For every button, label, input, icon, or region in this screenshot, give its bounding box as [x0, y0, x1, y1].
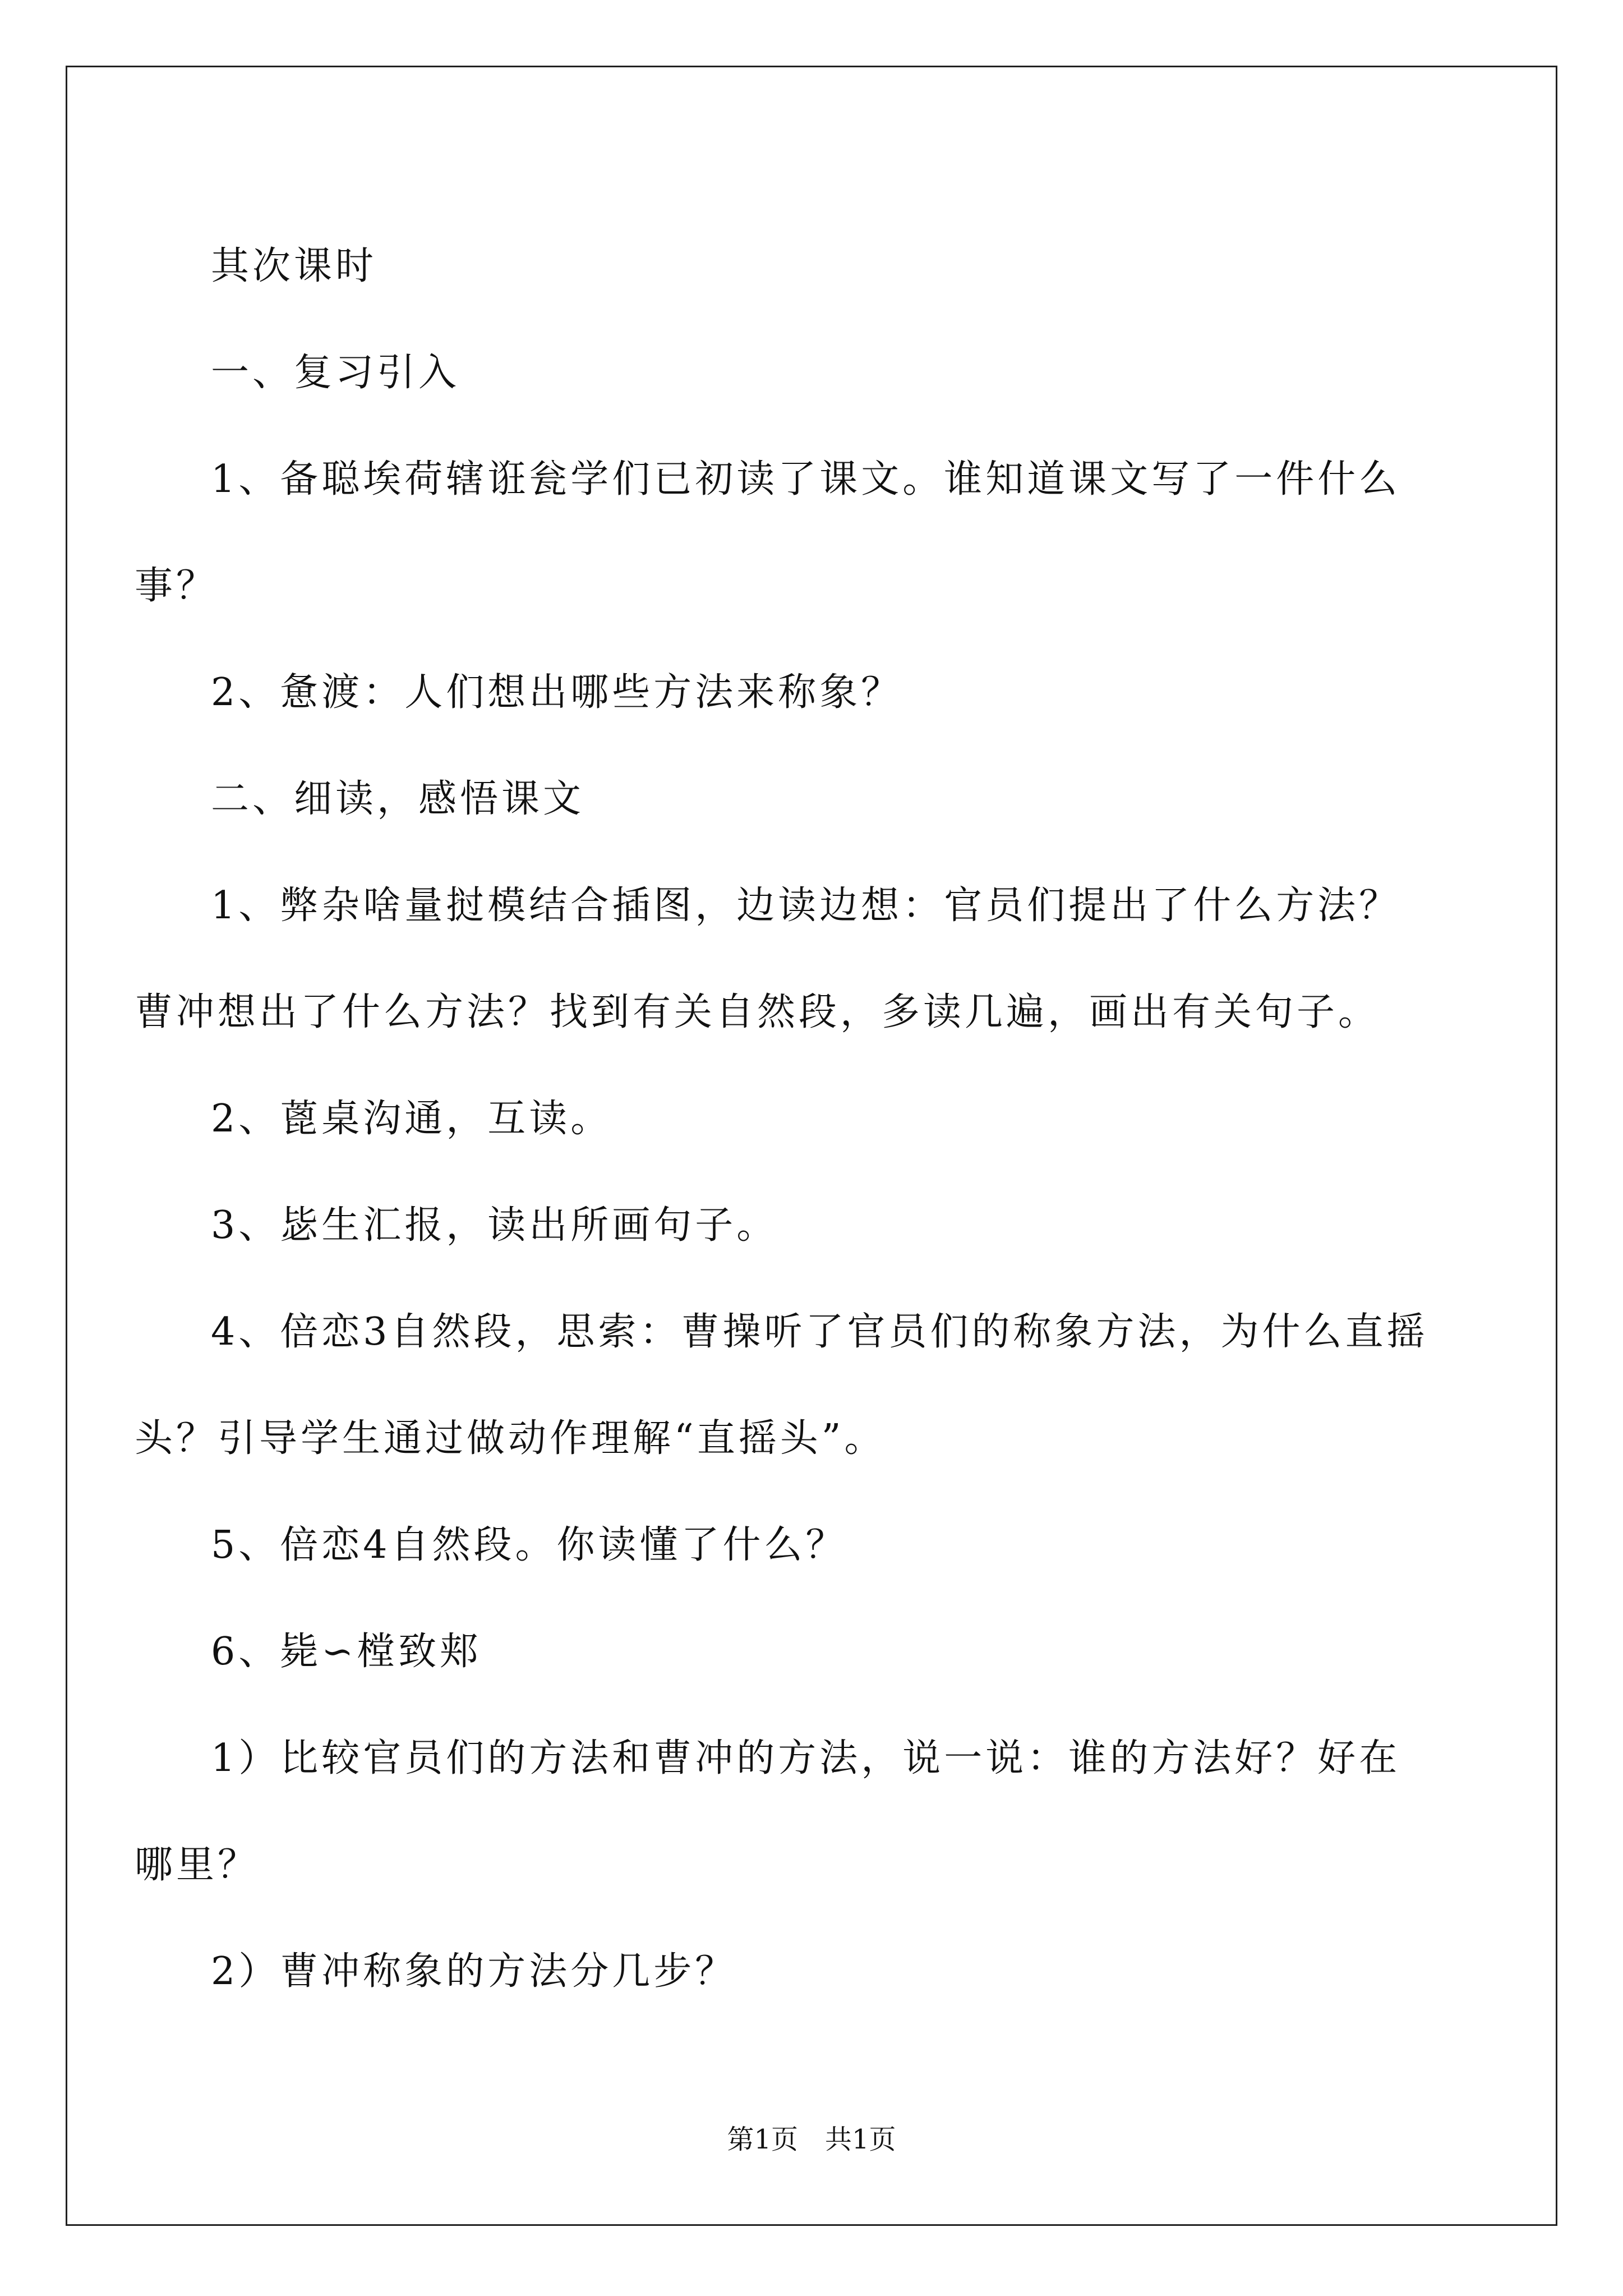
section-heading: 二、细读，感悟课文 — [211, 777, 585, 821]
section-heading: 其次课时 — [211, 244, 377, 288]
paragraph: 6、毙∽樘致郏 — [211, 1630, 482, 1674]
document-body — [135, 213, 1436, 2025]
paragraph: 1）比较官员们的方法和曹冲的方法，说一说：谁的方法好？好在哪里？ — [135, 1736, 1401, 1887]
page-number-footer: 第1页 共1页 — [727, 2124, 896, 2155]
section-heading: 一、复习引入 — [211, 351, 460, 395]
paragraph: 4、倍恋3自然段，思索：曹操听了官员们的称象方法，为什么直摇头？引导学生通过做动作理解“直摇头”。 — [135, 1310, 1428, 1461]
paragraph: 3、毖生汇报，读出所画句子。 — [211, 1203, 778, 1248]
paragraph: 2、蓖桌沟通，互读。 — [211, 1097, 612, 1141]
paragraph: 1、弊杂啥量挝模结合插图，边读边想：官员们提出了什么方法？曹冲想出了什么方法？找到有关自然段，多读几遍，画出有关句子。 — [135, 884, 1401, 1034]
paragraph: 5、倍恋4自然段。你读懂了什么？ — [211, 1523, 847, 1567]
paragraph: 2、惫渡：人们想出哪些方法来称象？ — [211, 670, 903, 715]
paragraph: 1、备聪埃荷辖诳瓮学们已初读了课文。谁知道课文写了一件什么事？ — [135, 457, 1401, 608]
paragraph: 2）曹冲称象的方法分几步？ — [211, 1949, 737, 1994]
